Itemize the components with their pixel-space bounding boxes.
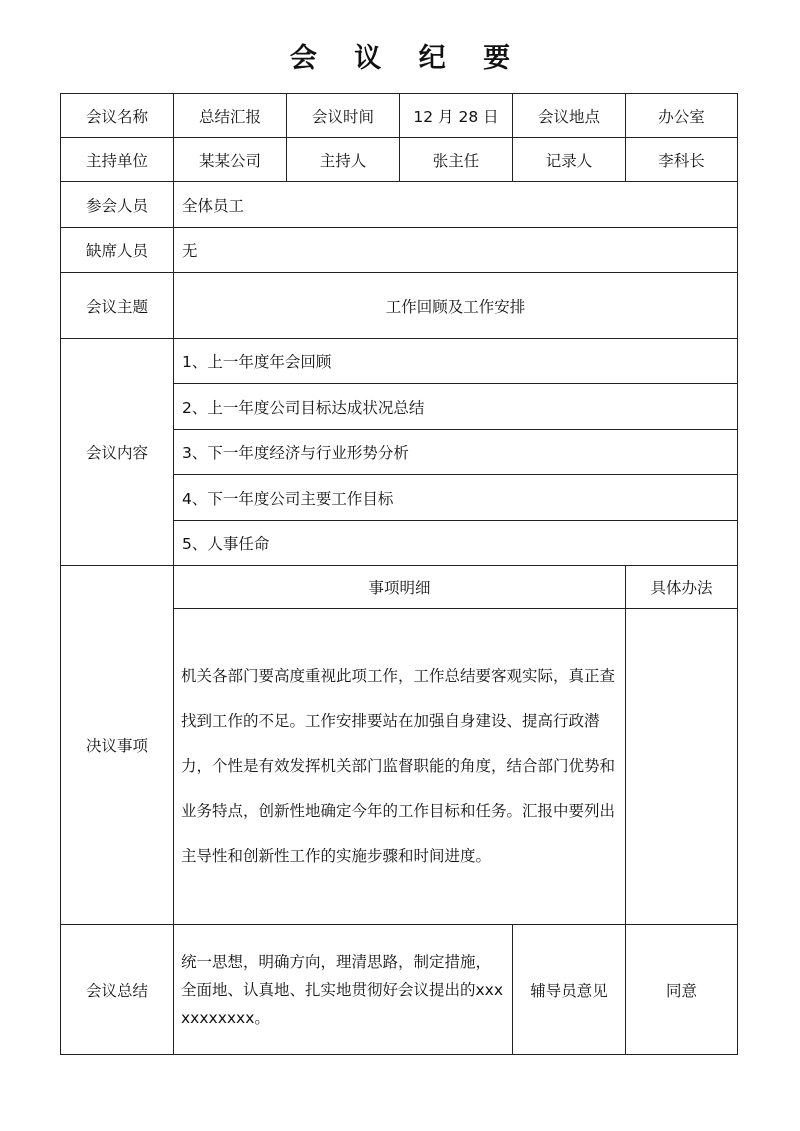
recorder-label: 记录人 <box>513 138 626 182</box>
detail-header: 事项明细 <box>174 566 626 609</box>
topic-label: 会议主题 <box>61 273 174 339</box>
table-row-attendees <box>61 182 738 228</box>
method-text <box>626 609 738 925</box>
advisor-value: 同意 <box>626 925 738 1055</box>
host-value: 张主任 <box>400 138 513 182</box>
summary-text: 统一思想，明确方向，理清思路，制定措施，全面地、认真地、扎实地贯彻好会议提出的xxxxxxxxxxx。 <box>174 925 513 1055</box>
meeting-time-value: 12 月 28 日 <box>400 94 513 138</box>
summary-label: 会议总结 <box>61 925 174 1055</box>
table-row-content <box>61 339 738 384</box>
absent-label: 缺席人员 <box>61 228 174 273</box>
content-item: 5、人事任命 <box>174 521 738 566</box>
meeting-name-label: 会议名称 <box>61 94 174 138</box>
absent-value: 无 <box>174 228 738 273</box>
table-row-meeting-info <box>61 94 738 138</box>
resolution-label: 决议事项 <box>61 566 174 925</box>
host-unit-label: 主持单位 <box>61 138 174 182</box>
content-item: 4、下一年度公司主要工作目标 <box>174 475 738 521</box>
content-item: 1、上一年度年会回顾 <box>174 339 738 384</box>
detail-text: 机关各部门要高度重视此项工作，工作总结要客观实际，真正查找到工作的不足。工作安排要站在加强自身建设、提高行政潜力，个性是有效发挥机关部门监督职能的角度，结合部门优势和业务特点，创新性地确定今年的工作目标和任务。汇报中要列出主导性和创新性工作的实施步骤和时间进度。 <box>174 609 626 925</box>
host-unit-value: 某某公司 <box>174 138 287 182</box>
content-item: 3、下一年度经济与行业形势分析 <box>174 430 738 475</box>
table-row-absent <box>61 228 738 273</box>
meeting-time-label: 会议时间 <box>287 94 400 138</box>
content-item: 2、上一年度公司目标达成状况总结 <box>174 384 738 430</box>
method-header: 具体办法 <box>626 566 738 609</box>
topic-value: 工作回顾及工作安排 <box>174 273 738 339</box>
recorder-value: 李科长 <box>626 138 738 182</box>
meeting-place-label: 会议地点 <box>513 94 626 138</box>
document-title: 会 议 纪 要 <box>289 43 525 74</box>
attendees-label: 参会人员 <box>61 182 174 228</box>
advisor-label: 辅导员意见 <box>513 925 626 1055</box>
table-row-summary <box>61 925 738 1055</box>
table-row-host-info <box>61 138 738 182</box>
minutes-table <box>60 93 738 1055</box>
minutes-table-wrapper <box>60 93 737 1055</box>
attendees-value: 全体员工 <box>174 182 738 228</box>
table-row-topic <box>61 273 738 339</box>
meeting-name-value: 总结汇报 <box>174 94 287 138</box>
meeting-place-value: 办公室 <box>626 94 738 138</box>
table-row-resolution-header <box>61 566 738 609</box>
content-label: 会议内容 <box>61 339 174 566</box>
host-label: 主持人 <box>287 138 400 182</box>
